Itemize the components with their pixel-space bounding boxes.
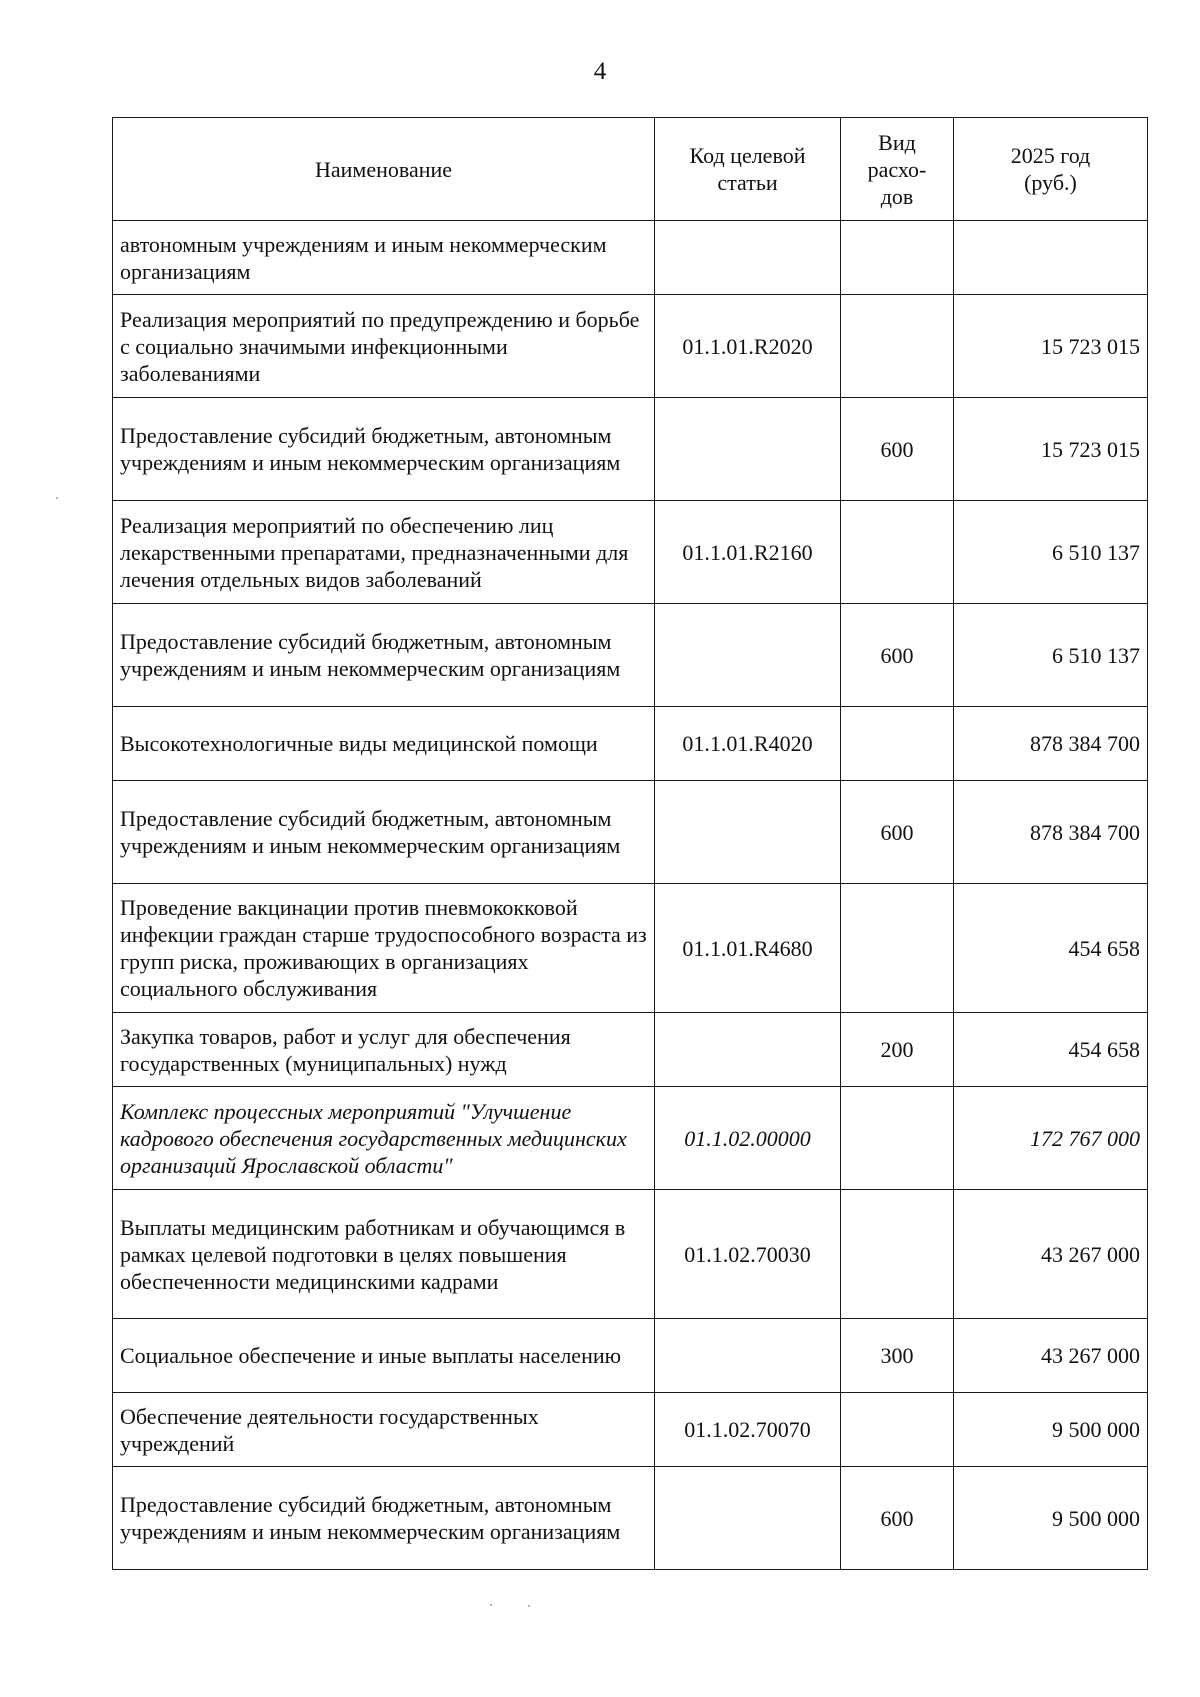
cell-name: автономным учреждениям и иным некоммерческим организациям	[113, 221, 655, 295]
cell-kind	[841, 295, 954, 398]
cell-kind	[841, 1087, 954, 1190]
cell-name: Реализация мероприятий по предупреждению и борьбе с социально значимыми инфекционными заболеваниями	[113, 295, 655, 398]
cell-sum: 878 384 700	[954, 707, 1148, 781]
cell-code: 01.1.02.70070	[655, 1393, 841, 1467]
table-row	[113, 1319, 1148, 1393]
header-code	[655, 118, 841, 221]
header-name: Наименование	[113, 118, 655, 221]
cell-kind	[841, 884, 954, 1013]
cell-name: Реализация мероприятий по обеспечению лиц лекарственными препаратами, предназначенными для лечения отдельных видов заболеваний	[113, 501, 655, 604]
cell-kind	[841, 221, 954, 295]
table-row	[113, 707, 1148, 781]
table-row	[113, 1013, 1148, 1087]
cell-kind	[841, 1393, 954, 1467]
header-sum-text: 2025 год (руб.)	[1010, 143, 1091, 195]
cell-code	[655, 398, 841, 501]
cell-name: Высокотехнологичные виды медицинской помощи	[113, 707, 655, 781]
cell-sum: 454 658	[954, 1013, 1148, 1087]
scan-speck	[56, 497, 58, 499]
cell-sum: 15 723 015	[954, 295, 1148, 398]
cell-sum: 15 723 015	[954, 398, 1148, 501]
table-row	[113, 884, 1148, 1013]
header-code-text: Код целевой статьи	[689, 143, 806, 195]
cell-kind: 600	[841, 604, 954, 707]
cell-sum: 43 267 000	[954, 1190, 1148, 1319]
cell-kind: 600	[841, 781, 954, 884]
table-row	[113, 604, 1148, 707]
cell-kind	[841, 707, 954, 781]
cell-code	[655, 1319, 841, 1393]
cell-sum: 9 500 000	[954, 1393, 1148, 1467]
scan-speck	[528, 1605, 530, 1607]
cell-name: Проведение вакцинации против пневмококковой инфекции граждан старше трудоспособного возраста из групп риска, проживающих в организациях социального обслуживания	[113, 884, 655, 1013]
cell-code: 01.1.02.00000	[655, 1087, 841, 1190]
cell-code: 01.1.02.70030	[655, 1190, 841, 1319]
cell-name: Предоставление субсидий бюджетным, автономным учреждениям и иным некоммерческим организациям	[113, 1467, 655, 1570]
cell-sum: 6 510 137	[954, 604, 1148, 707]
table-row	[113, 295, 1148, 398]
cell-code: 01.1.01.R2160	[655, 501, 841, 604]
cell-name: Закупка товаров, работ и услуг для обеспечения государственных (муниципальных) нужд	[113, 1013, 655, 1087]
cell-code	[655, 221, 841, 295]
cell-kind: 200	[841, 1013, 954, 1087]
cell-name: Обеспечение деятельности государственных учреждений	[113, 1393, 655, 1467]
cell-sum: 6 510 137	[954, 501, 1148, 604]
table-row	[113, 1467, 1148, 1570]
header-kind-text: Вид расхо-дов	[867, 129, 927, 209]
table-row	[113, 398, 1148, 501]
cell-kind	[841, 501, 954, 604]
cell-code: 01.1.01.R4680	[655, 884, 841, 1013]
table-row	[113, 1393, 1148, 1467]
table-row	[113, 221, 1148, 295]
cell-kind: 600	[841, 1467, 954, 1570]
cell-name: Предоставление субсидий бюджетным, автономным учреждениям и иным некоммерческим организациям	[113, 398, 655, 501]
table-row	[113, 1190, 1148, 1319]
table-row	[113, 781, 1148, 884]
scan-speck	[490, 1604, 492, 1606]
page-number: 4	[593, 58, 607, 85]
cell-sum: 43 267 000	[954, 1319, 1148, 1393]
budget-table	[112, 117, 1148, 1570]
cell-code	[655, 1013, 841, 1087]
cell-name: Комплекс процессных мероприятий "Улучшение кадрового обеспечения государственных медицинских организаций Ярославской области"	[113, 1087, 655, 1190]
cell-name: Выплаты медицинским работникам и обучающимся в рамках целевой подготовки в целях повышения обеспеченности медицинскими кадрами	[113, 1190, 655, 1319]
table-row-section	[113, 1087, 1148, 1190]
cell-sum: 878 384 700	[954, 781, 1148, 884]
cell-code	[655, 781, 841, 884]
cell-kind: 300	[841, 1319, 954, 1393]
header-kind	[841, 118, 954, 221]
cell-code	[655, 1467, 841, 1570]
cell-kind: 600	[841, 398, 954, 501]
cell-sum: 9 500 000	[954, 1467, 1148, 1570]
cell-code: 01.1.01.R4020	[655, 707, 841, 781]
header-sum	[954, 118, 1148, 221]
cell-sum	[954, 221, 1148, 295]
cell-sum: 172 767 000	[954, 1087, 1148, 1190]
cell-sum: 454 658	[954, 884, 1148, 1013]
cell-name: Социальное обеспечение и иные выплаты населению	[113, 1319, 655, 1393]
cell-code: 01.1.01.R2020	[655, 295, 841, 398]
cell-kind	[841, 1190, 954, 1319]
cell-name: Предоставление субсидий бюджетным, автономным учреждениям и иным некоммерческим организациям	[113, 604, 655, 707]
table-header-row	[113, 118, 1148, 221]
cell-code	[655, 604, 841, 707]
cell-name: Предоставление субсидий бюджетным, автономным учреждениям и иным некоммерческим организациям	[113, 781, 655, 884]
table-row	[113, 501, 1148, 604]
